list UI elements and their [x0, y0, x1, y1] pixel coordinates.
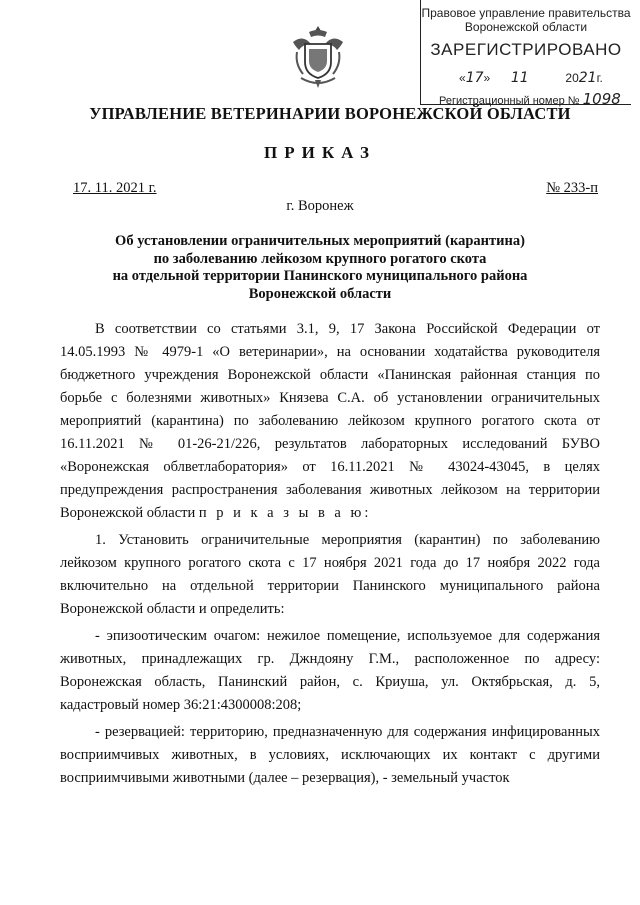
registration-stamp: [420, 0, 631, 108]
item-1a-paragraph: - эпизоотическим очагом: нежилое помещение, используемое для содержания животных, принадлежащих гр. Джндояну Г.М., расположенное по адресу: Воронежская область, Панинский район, с. Криуша, ул. Октябрьская, д. 5, кадастровый номер 36:21:4300008:208;: [60, 628, 600, 713]
document-type-title: ПРИКАЗ: [264, 143, 376, 162]
preamble-text: В соответствии со статьями 3.1, 9, 17 Закона Российской Федерации от 14.05.1993 № 4979-1 «О ветеринарии», на основании ходатайства руководителя бюджетного учреждения Воронежской области «Панинская районная станция по борьбе с болезнями животных» Князева С.А. об установлении ограничительных мероприятий (карантина) по заболеванию лейкозом крупного рогатого скота от 16.11.2021 № 01-26-21/226, результатов лабораторных исследований БУВО «Воронежская облветлаборатория» от 16.11.2021 № 43024-43045, в целях предупреждения распространения заболевания животных лейкозом на территории Воронежской области: [60, 321, 600, 521]
preamble-paragraph: [60, 318, 600, 525]
document-body: [60, 318, 600, 790]
stamp-number: 1098: [582, 90, 621, 108]
stamp-authority-line1: Правовое управление правительства: [421, 6, 631, 20]
stamp-date-row: «17» 11 2021г.: [459, 70, 603, 86]
stamp-number-label: Регистрационный номер №: [439, 95, 580, 107]
stamp-year-prefix: 20: [565, 71, 579, 85]
stamp-year-suffix: 21: [578, 70, 597, 86]
item-1-paragraph: 1. Установить ограничительные мероприятия (карантин) по заболеванию лейкозом крупного рогатого скота с 17 ноября 2021 года до 17 ноября 2022 года включительно на отдельной территории Панинского муниципального района Воронежской области и определить:: [60, 532, 600, 617]
subject-line: Воронежской области: [248, 285, 392, 302]
document-city: г. Воронеж: [286, 198, 354, 214]
coat-of-arms-emblem: [287, 22, 349, 90]
stamp-authority-line2: Воронежской области: [464, 20, 588, 34]
item-1b-paragraph: - резервацией: территорию, предназначенную для содержания инфицированных восприимчивых животных, в условиях, исключающих их контакт с другими восприимчивыми животными (далее – резервация), - земельный участок: [60, 724, 600, 786]
agency-name: УПРАВЛЕНИЕ ВЕТЕРИНАРИИ ВОРОНЕЖСКОЙ ОБЛАСТИ: [89, 104, 571, 123]
order-word: п р и к а з ы в а ю:: [198, 505, 372, 521]
stamp-day: 17: [465, 70, 484, 86]
subject-line: по заболеванию лейкозом крупного рогатого скота: [153, 250, 487, 267]
subject-line: на отдельной территории Панинского муниципального района: [112, 268, 528, 284]
document-date: 17. 11. 2021 г.: [73, 180, 157, 196]
stamp-registered-label: ЗАРЕГИСТРИРОВАНО: [430, 40, 622, 59]
stamp-month: 11: [510, 70, 529, 86]
subject-line: Об установлении ограничительных мероприятий (карантина): [115, 233, 525, 249]
document-subject: [60, 233, 580, 303]
document-number: № 233-п: [546, 180, 598, 196]
